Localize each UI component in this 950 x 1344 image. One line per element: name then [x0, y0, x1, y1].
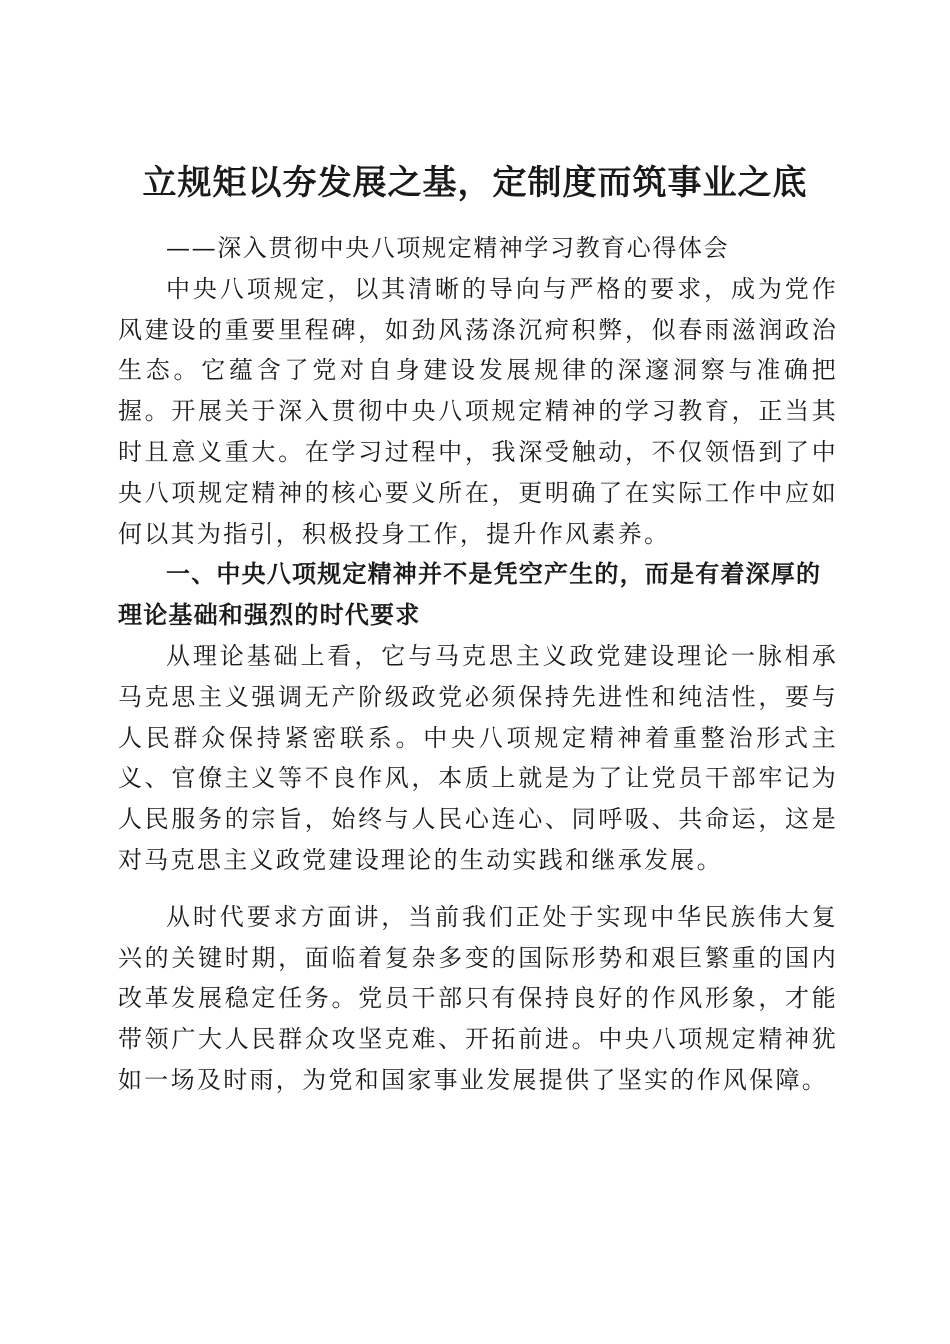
- section1-paragraph-2: 从时代要求方面讲，当前我们正处于实现中华民族伟大复兴的关键时期，面临着复杂多变的国际形势和艰巨繁重的国内改革发展稳定任务。党员干部只有保持良好的作风形象，才能带领广大人民群众攻坚克难、开拓前进。中央八项规定精神犹如一场及时雨，为党和国家事业发展提供了坚实的作风保障。: [118, 902, 838, 1094]
- document-body: [118, 228, 838, 1101]
- paragraph-gap: [118, 881, 838, 897]
- section-heading-1: 一、中央八项规定精神并不是凭空产生的，而是有着深厚的理论基础和强烈的时代要求: [118, 560, 822, 630]
- intro-paragraph: 中央八项规定，以其清晰的导向与严格的要求，成为党作风建设的重要里程碑，如劲风荡涤沉疴积弊，似春雨滋润政治生态。它蕴含了党对自身建设发展规律的深邃洞察与准确把握。开展关于深入贯彻中央八项规定精神的学习教育，正当其时且意义重大。在学习过程中，我深受触动，不仅领悟到了中央八项规定精神的核心要义所在，更明确了在实际工作中应如何以其为指引，积极投身工作，提升作风素养。: [118, 274, 838, 548]
- document-subtitle: ——深入贯彻中央八项规定精神学习教育心得体会: [166, 234, 730, 262]
- document-title: 立规矩以夯发展之基，定制度而筑事业之底: [142, 162, 808, 203]
- section1-paragraph-1: 从理论基础上看，它与马克思主义政党建设理论一脉相承马克思主义强调无产阶级政党必须保持先进性和纯洁性，要与人民群众保持紧密联系。中央八项规定精神着重整治形式主义、官僚主义等不良作风，本质上就是为了让党员干部牢记为人民服务的宗旨，始终与人民心连心、同呼吸、共命运，这是对马克思主义政党建设理论的生动实践和继承发展。: [118, 641, 838, 874]
